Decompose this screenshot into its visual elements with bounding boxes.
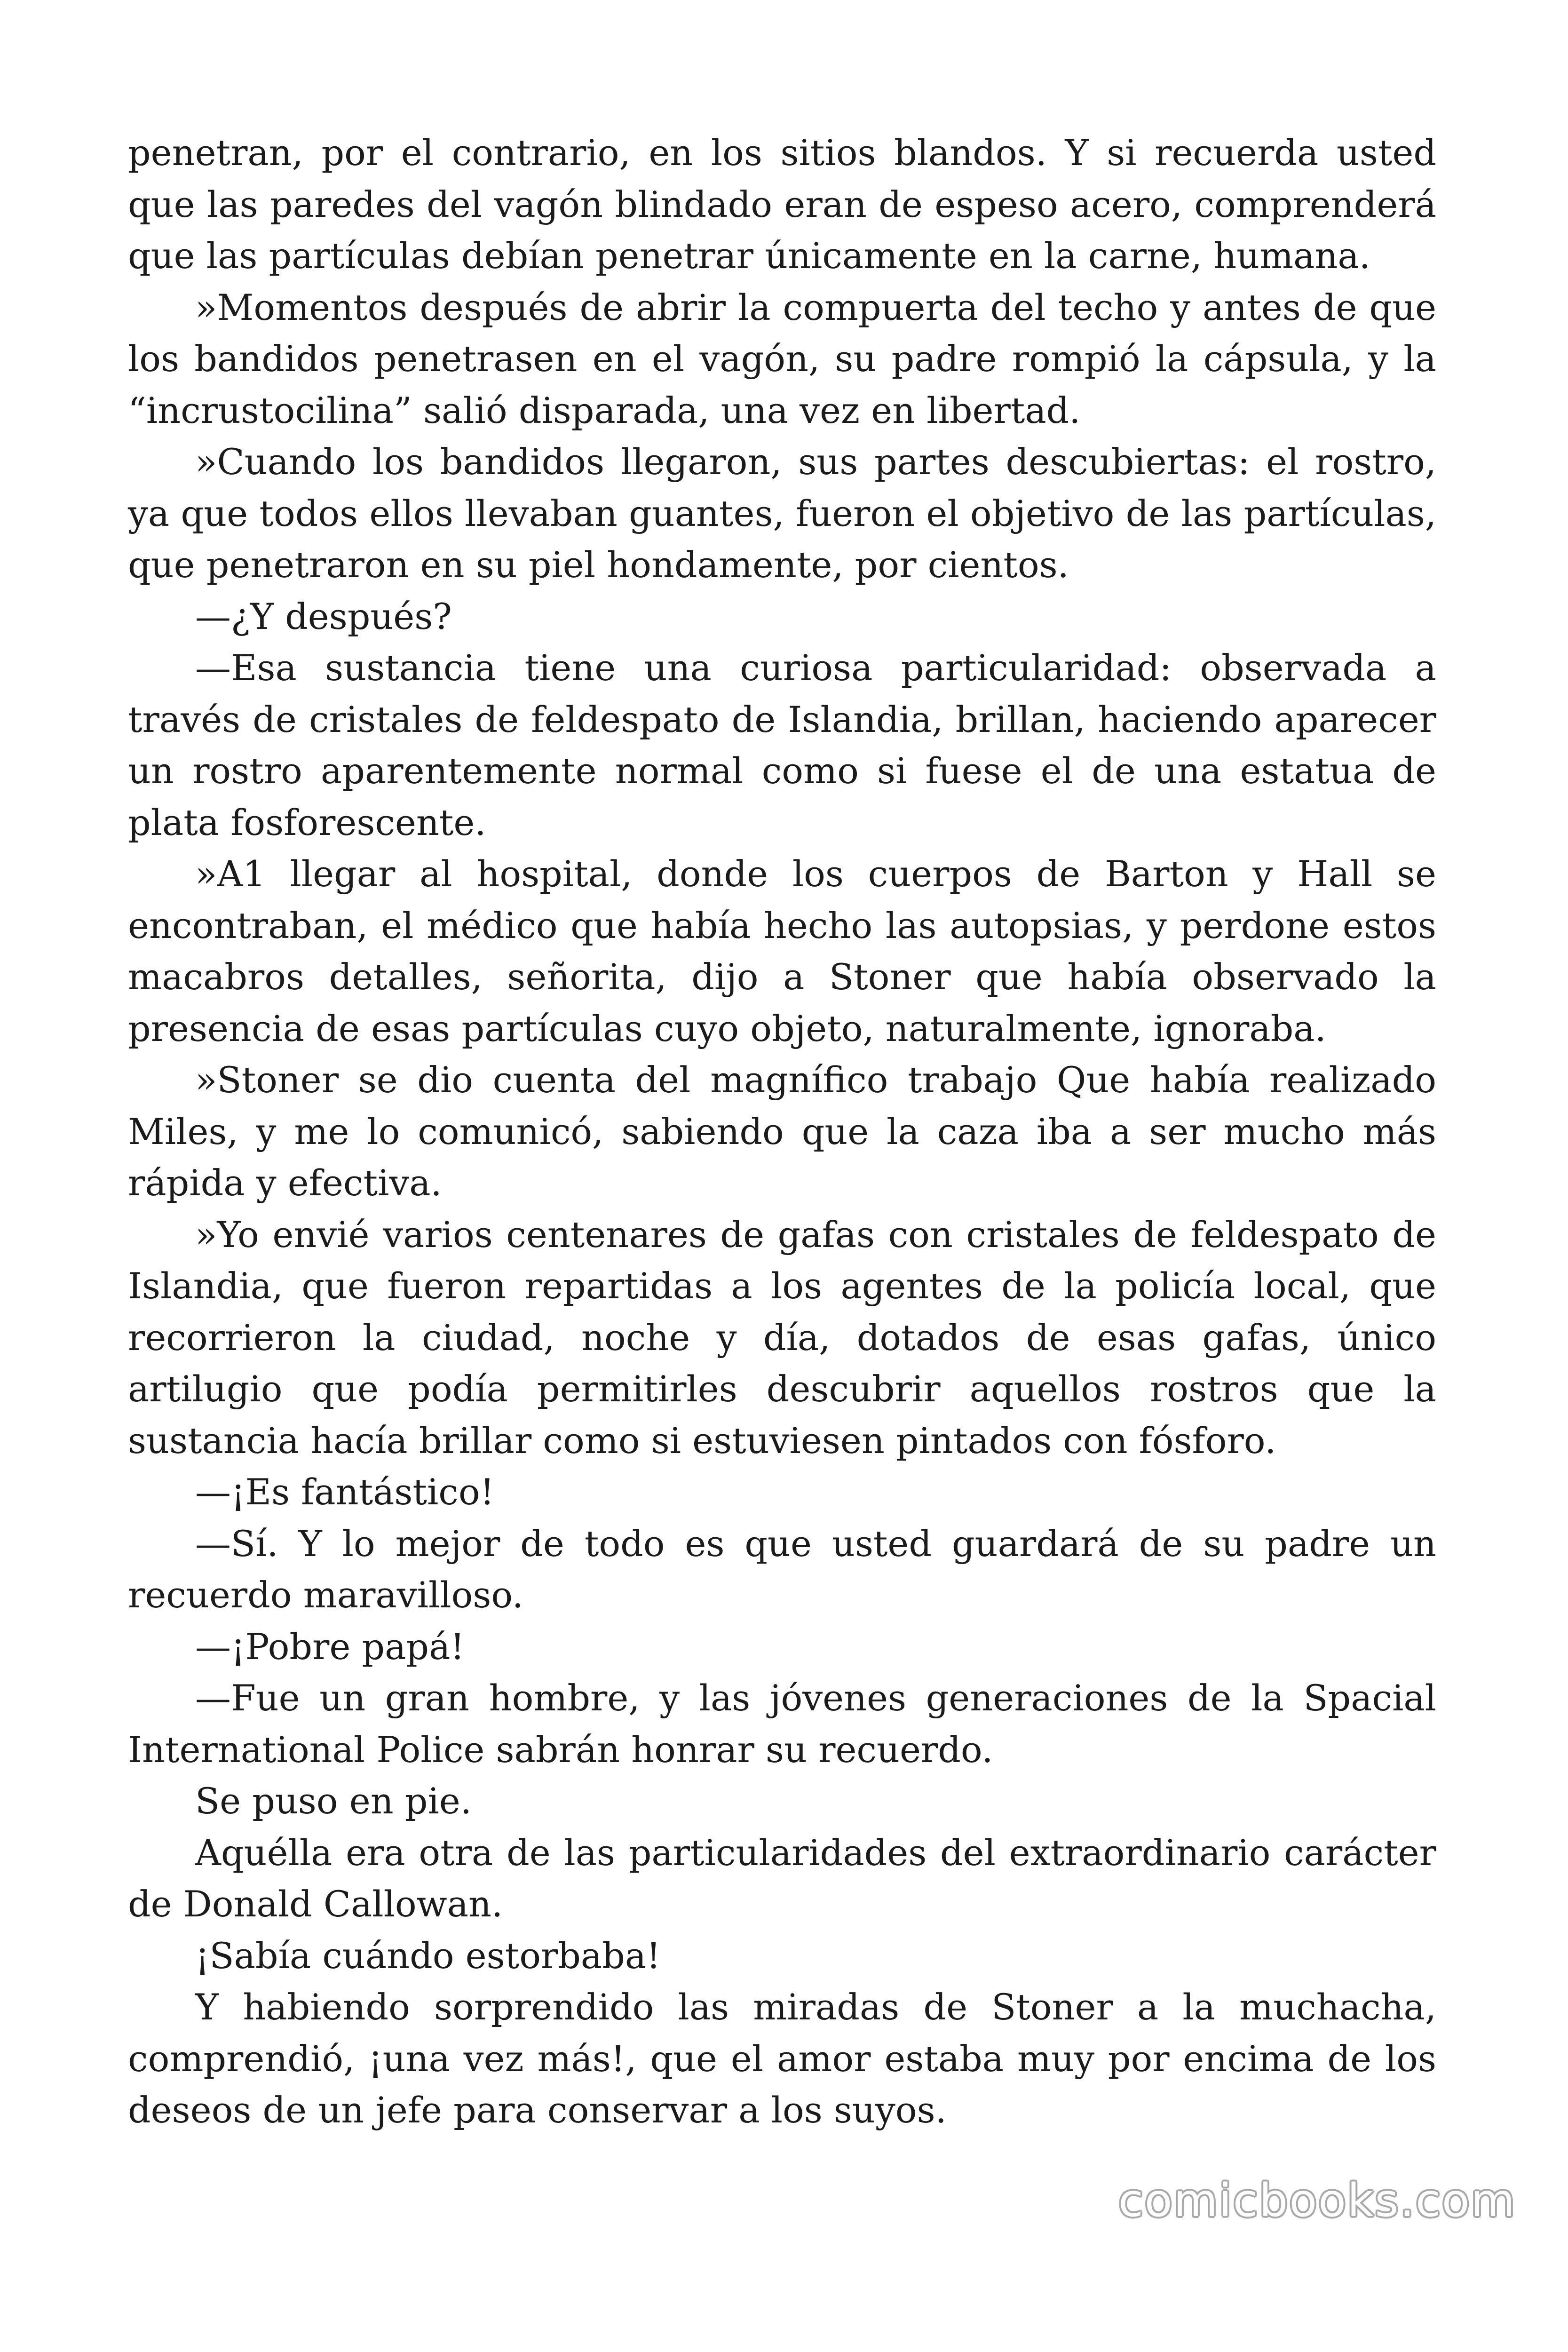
book-page bbox=[128, 127, 1436, 2136]
paragraph-1: penetran, por el contrario, en los sitios blandos. Y si recuerda usted que las paredes del vagón blindado eran de espeso acero, comprenderá que las partículas debían penetrar únicamente en la carne, humana. bbox=[128, 132, 1436, 277]
paragraph-6: »A1 llegar al hospital, donde los cuerpos de Barton y Hall se encontraban, el médico que había hecho las autopsias, y perdone estos macabros detalles, señorita, dijo a Stoner que había observado la presencia de esas partículas cuyo objeto, naturalmente, ignoraba. bbox=[128, 853, 1436, 1049]
paragraph-14: Aquélla era otra de las particularidades del extraordinario carácter de Donald Callowan. bbox=[128, 1831, 1436, 1925]
paragraph-10: —Sí. Y lo mejor de todo es que usted guardará de su padre un recuerdo maravilloso. bbox=[128, 1522, 1436, 1616]
paragraph-8: »Yo envié varios centenares de gafas con cristales de feldespato de Islandia, que fueron repartidas a los agentes de la policía local, que recorrieron la ciudad, noche y día, dotados de esas gafas, único artilugio que podía permitirles descubrir aquellos rostros que la sustancia hacía brillar como si estuviesen pintados con fósforo. bbox=[128, 1213, 1436, 1462]
paragraph-12: —Fue un gran hombre, y las jóvenes generaciones de la Spacial International Police sabrán honrar su recuerdo. bbox=[128, 1677, 1436, 1771]
paragraph-16: Y habiendo sorprendido las miradas de Stoner a la muchacha, comprendió, ¡una vez más!, que el amor estaba muy por encima de los deseos de un jefe para conservar a los suyos. bbox=[128, 1986, 1436, 2131]
paragraph-15: ¡Sabía cuándo estorbaba! bbox=[195, 1934, 661, 1977]
paragraph-13: Se puso en pie. bbox=[195, 1780, 472, 1822]
paragraph-4: —¿Y después? bbox=[195, 595, 452, 637]
paragraph-11: —¡Pobre papá! bbox=[195, 1625, 465, 1668]
paragraph-2: »Momentos después de abrir la compuerta del techo y antes de que los bandidos penetrasen en el vagón, su padre rompió la cápsula, y la “incrustocilina” salió disparada, una vez en libertad. bbox=[128, 286, 1436, 431]
paragraph-7: »Stoner se dio cuenta del magnífico trabajo Que había realizado Miles, y me lo comunicó, sabiendo que la caza iba a ser mucho más rápida y efectiva. bbox=[128, 1059, 1436, 1204]
paragraph-5: —Esa sustancia tiene una curiosa particularidad: observada a través de cristales de feldespato de Islandia, brillan, haciendo aparecer un rostro aparentemente normal como si fuese el de una estatua de plata fosforescente. bbox=[128, 647, 1436, 843]
paragraph-9: —¡Es fantástico! bbox=[195, 1471, 495, 1513]
watermark-logo: comicbooks.com bbox=[1118, 2174, 1516, 2227]
paragraph-3: »Cuando los bandidos llegaron, sus partes descubiertas: el rostro, ya que todos ellos llevaban guantes, fueron el objetivo de las partículas, que penetraron en su piel hondamente, por cientos. bbox=[128, 441, 1436, 586]
